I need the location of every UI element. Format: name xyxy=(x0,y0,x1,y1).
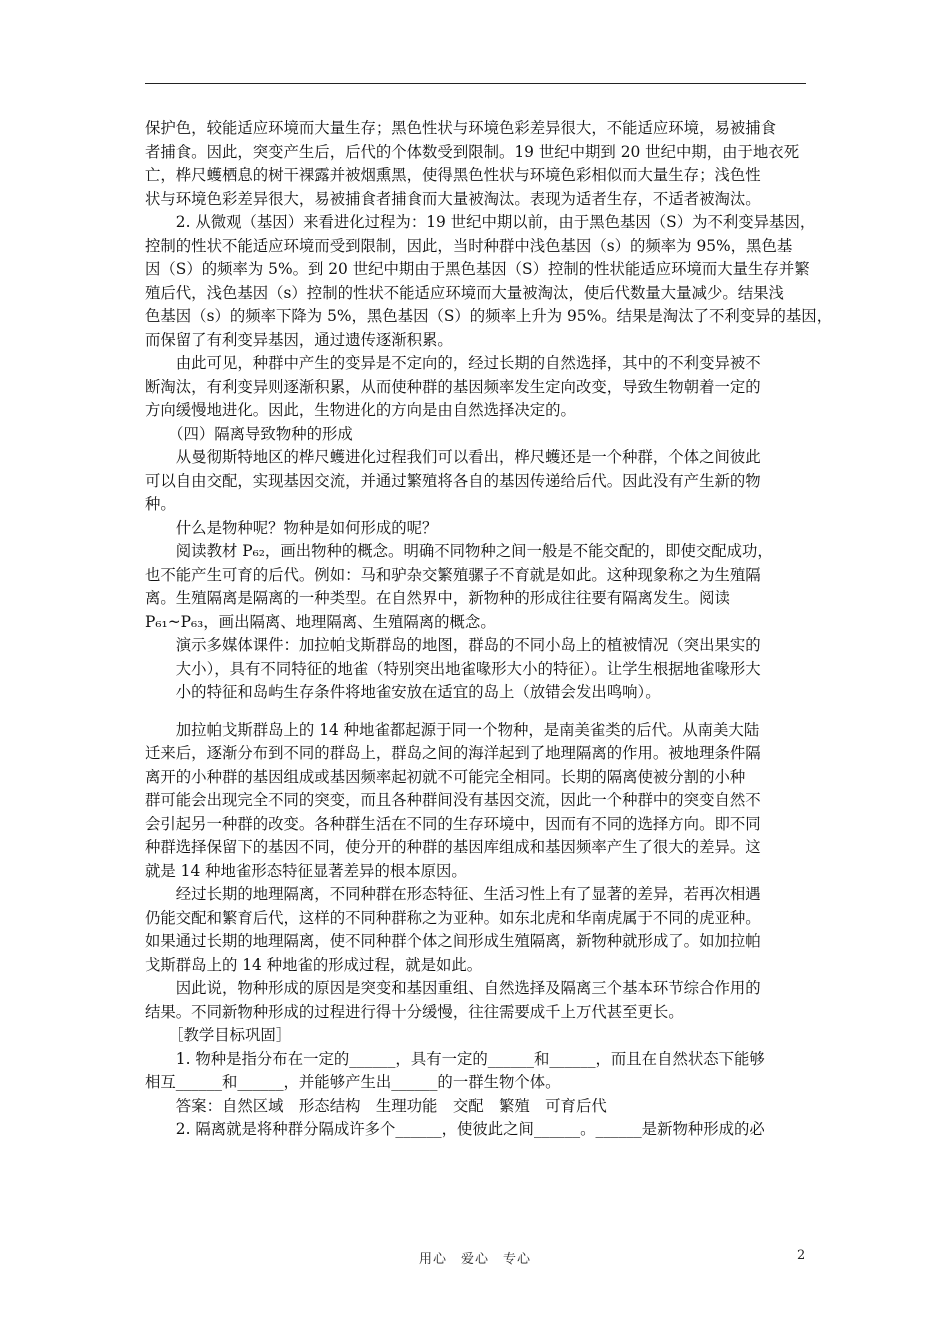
footer-slogan: 用心 爱心 专心 xyxy=(418,1252,531,1267)
text-line: 仍能交配和繁育后代，这样的不同种群称之为亚种。如东北虎和华南虎属于不同的虎亚种。 xyxy=(145,908,761,927)
text-line: 因此说，物种形成的原因是突变和基因重组、自然选择及隔离三个基本环节综合作用的 xyxy=(145,979,761,997)
header-rule xyxy=(145,83,806,84)
text-line: 可以自由交配，实现基因交流，并通过繁殖将各自的基因传递给后代。因此没有产生新的物 xyxy=(145,471,761,490)
text-line: 因（S）的频率为 5%。到 20 世纪中期由于黑色基因（S）控制的性状能适应环境而大量生存并繁 xyxy=(145,260,810,278)
text-line: 离开的小种群的基因组成或基因频率起初就不可能完全相同。长期的隔离使被分割的小种 xyxy=(145,767,746,786)
page-body xyxy=(145,117,833,1142)
text-line: 方向缓慢地进化。因此，生物进化的方向是由自然选择决定的。 xyxy=(145,401,576,419)
page-number: 2 xyxy=(797,1248,806,1263)
text-line: 经过长期的地理隔离，不同种群在形态特征、生活习性上有了显著的差异，若再次相遇 xyxy=(145,885,761,903)
text-line: 亡，桦尺蠖栖息的树干裸露并被烟熏黑，使得黑色性状与环境色彩相似而大量生存；浅色性 xyxy=(145,166,761,184)
text-line: 1. 物种是指分布在一定的______，具有一定的______和______，而且在自然状态下能够 xyxy=(145,1049,765,1068)
text-line: 从曼彻斯特地区的桦尺蠖进化过程我们可以看出，桦尺蠖还是一个种群，个体之间彼此 xyxy=(145,448,761,466)
text-line: 者捕食。因此，突变产生后，后代的个体数受到限制。19 世纪中期到 20 世纪中期，由于地衣死 xyxy=(145,142,800,161)
text-line: 离。生殖隔离是隔离的一种类型。在自然界中，新物种的形成往往要有隔离发生。阅读 xyxy=(145,589,730,607)
text-line: 也不能产生可育的后代。例如：马和驴杂交繁殖骡子不育就是如此。这种现象称之为生殖隔 xyxy=(145,565,761,584)
text-line: 加拉帕戈斯群岛上的 14 种地雀都起源于同一个物种，是南美雀类的后代。从南美大陆 xyxy=(145,720,760,739)
text-line: P₆₁~P₆₃，画出隔离、地理隔离、生殖隔离的概念。 xyxy=(145,612,496,631)
text-line: 保护色，较能适应环境而大量生存；黑色性状与环境色彩差异很大，不能适应环境，易被捕食 xyxy=(145,119,777,137)
text-line: 殖后代，浅色基因（s）控制的性状不能适应环境而大量被淘汰，使后代数量大量减少。结果浅 xyxy=(145,283,784,302)
text-line: 而保留了有利变异基因，通过遗传逐渐积累。 xyxy=(145,330,453,349)
text-line xyxy=(145,705,807,719)
text-line: 大小），具有不同特征的地雀（特别突出地雀喙形大小的特征）。让学生根据地雀喙形大 xyxy=(145,659,761,678)
text-line: 状与环境色彩差异很大，易被捕食者捕食而大量被淘汰。表现为适者生存，不适者被淘汰。 xyxy=(145,189,761,208)
text-line: 迁来后，逐渐分布到不同的群岛上，群岛之间的海洋起到了地理隔离的作用。被地理条件隔 xyxy=(145,744,761,762)
text-line: （四）隔离导致物种的形成 xyxy=(145,424,353,443)
text-line: 小的特征和岛屿生存条件将地雀安放在适宜的岛上（放错会发出鸣响）。 xyxy=(145,683,661,701)
text-line: 演示多媒体课件：加拉帕戈斯群岛的地图，群岛的不同小岛上的植被情况（突出果实的 xyxy=(145,636,761,654)
text-line: 戈斯群岛上的 14 种地雀的形成过程，就是如此。 xyxy=(145,955,483,974)
text-line: 控制的性状不能适应环境而受到限制，因此，当时种群中浅色基因（s）的频率为 95%，黑色基 xyxy=(145,236,793,255)
text-line: 什么是物种呢？物种是如何形成的呢？ xyxy=(145,518,438,537)
text-line: 种。 xyxy=(145,495,176,513)
text-line: 相互______和______，并能够产生出______的一群生物个体。 xyxy=(145,1073,561,1091)
text-line: 答案：自然区域 形态结构 生理功能 交配 繁殖 可育后代 xyxy=(145,1096,607,1115)
text-line: 会引起另一种群的改变。各种群生活在不同的生存环境中，因而有不同的选择方向。即不同 xyxy=(145,814,761,833)
text-line: 种群选择保留下的基因不同，使分开的种群的基因库组成和基因频率产生了很大的差异。这 xyxy=(145,838,761,856)
text-line: 结果。不同新物种形成的过程进行得十分缓慢，往往需要成千上万代甚至更长。 xyxy=(145,1002,684,1021)
text-line: 群可能会出现完全不同的突变，而且各种群间没有基因交流，因此一个种群中的突变自然不 xyxy=(145,791,761,809)
text-line: 就是 14 种地雀形态特征显著差异的根本原因。 xyxy=(145,861,467,880)
text-line: 由此可见，种群中产生的变异是不定向的，经过长期的自然选择，其中的不利变异被不 xyxy=(145,354,761,372)
text-line: 2. 从微观（基因）来看进化过程为：19 世纪中期以前，由于黑色基因（S）为不利变异基因， xyxy=(145,213,816,231)
text-line: 断淘汰，有利变异则逐渐积累，从而使种群的基因频率发生定向改变，导致生物朝着一定的 xyxy=(145,377,761,396)
text-line: ［教学目标巩固］ xyxy=(145,1026,292,1044)
text-line: 色基因（s）的频率下降为 5%，黑色基因（S）的频率上升为 95%。结果是淘汰了不利变异的基因， xyxy=(145,307,833,325)
text-line: 阅读教材 P₆₂，画出物种的概念。明确不同物种之间一般是不能交配的，即使交配成功， xyxy=(145,542,773,560)
text-line: 2. 隔离就是将种群分隔成许多个______，使彼此之间______。______是新物种形成的必 xyxy=(145,1120,765,1138)
text-line: 如果通过长期的地理隔离，使不同种群个体之间形成生殖隔离，新物种就形成了。如加拉帕 xyxy=(145,932,761,950)
